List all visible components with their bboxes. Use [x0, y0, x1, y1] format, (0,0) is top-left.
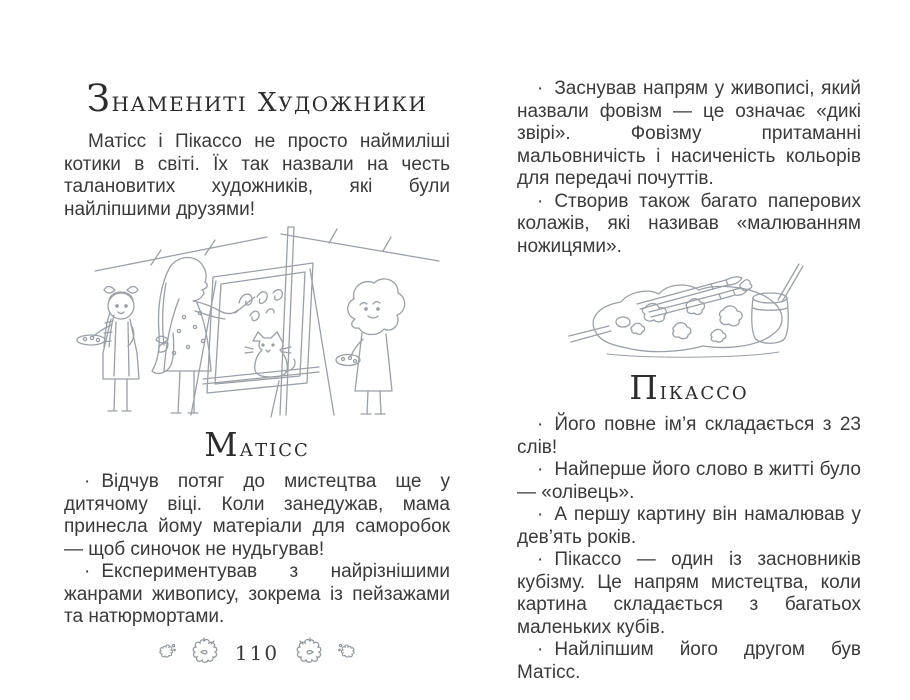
bullet-marker: ·: [537, 639, 544, 660]
bullet-text: А першу картину він намалював у дев’ять років.: [517, 504, 861, 548]
picasso-bullet-5: [517, 639, 861, 684]
chapter-title-word-1: Знамениті: [86, 76, 248, 120]
bullet-marker: ·: [537, 190, 544, 212]
chapter-title: [64, 76, 450, 120]
easel-scene-drawing: [67, 221, 447, 419]
bullet-marker: ·: [84, 471, 91, 492]
bullet-text: Експериментував з найрізнішими жанрами живопису, зокрема із пейзажами та натюрмортами.: [64, 561, 450, 627]
intro-paragraph: Матісс і Пікассо не просто наймиліші котики в світі. Їх так назвали на честь талановитих художників, які були найліпшими друзями!: [64, 131, 450, 220]
paint-splatter-icon: [186, 637, 222, 669]
picasso-bullet-1: [517, 414, 861, 459]
page-number: 110: [234, 640, 280, 665]
palette-drawing: [563, 258, 815, 362]
paint-splatter-icon: [337, 643, 359, 663]
bullet-text: Відчув потяг до мистецтва ще у дитячому віці. Коли занедужав, мама принесла йому матеріали для саморобок — щоб синочок не нудьгував!: [64, 471, 450, 560]
bullet-text: Пікассо — один із засновників кубізму. Це напрям мистецтва, коли картина складається з багатьох маленьких кубів.: [517, 549, 861, 638]
bullet-text: Його повне ім’я складається з 23 слів!: [517, 414, 861, 458]
matisse-bullet-2: [64, 561, 450, 629]
bullet-marker: ·: [84, 561, 91, 582]
bullet-text: Найперше його слово в житті було — «олівець».: [517, 459, 861, 503]
bullet-marker: ·: [537, 459, 544, 480]
bullet-text: Створив також багато паперових колажів, які називав «малюванням ножицями».: [517, 190, 861, 257]
section-heading-picasso: Пікассо: [629, 369, 749, 407]
paint-splatter-icon: [155, 643, 177, 663]
page-footer: [64, 637, 450, 669]
matisse-bullet-1: [64, 471, 450, 561]
picasso-bullet-4: [517, 549, 861, 639]
bullet-text: Заснував напрям у живописі, який назвали фовізм — це означає «дикі звірі». Фовізму притаманні мальовничість і насиченість кольорів для передачі почуттів.: [517, 78, 861, 189]
picasso-bullet-2: [517, 459, 861, 504]
bullet-marker: ·: [537, 414, 544, 435]
picasso-bullet-3: [517, 504, 861, 549]
fauvism-bullet-1: [517, 78, 861, 191]
right-page: [517, 78, 861, 684]
chapter-title-word-2: художники: [258, 76, 428, 120]
palette-illustration: [517, 258, 861, 362]
bullet-marker: ·: [537, 504, 544, 525]
bullet-marker: ·: [537, 549, 544, 570]
fauvism-bullet-2: [517, 191, 861, 259]
bullet-marker: ·: [537, 78, 544, 99]
left-page: [64, 76, 450, 669]
section-heading-matisse: Матісс: [204, 426, 310, 464]
bullet-text: Найліпшим його другом був Матісс.: [517, 639, 861, 683]
easel-painting-illustration: [64, 221, 450, 419]
paint-splatter-icon: [292, 637, 328, 669]
